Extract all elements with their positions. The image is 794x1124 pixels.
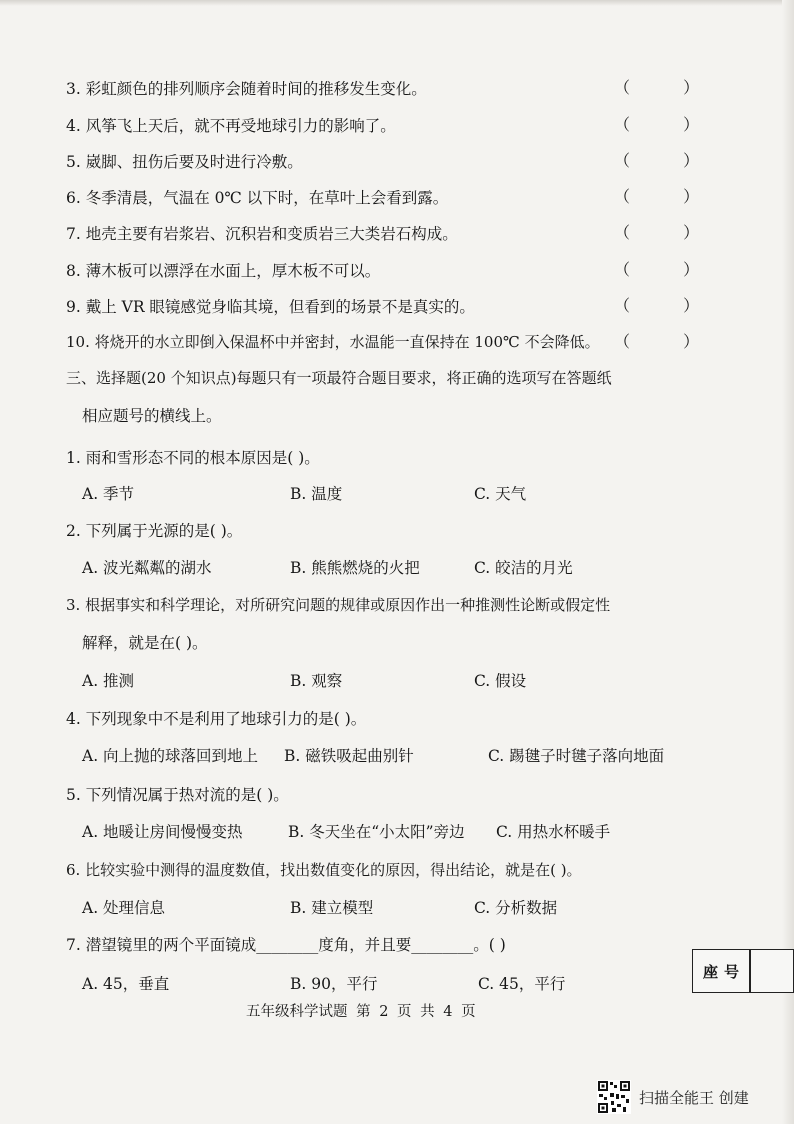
answer-paren-9[interactable]: （ ） <box>614 296 724 315</box>
choice-4-option-c[interactable]: C. 踢毽子时毽子落向地面 <box>488 747 665 765</box>
scanner-watermark <box>597 1080 749 1114</box>
choice-1-option-b[interactable]: B. 温度 <box>290 485 343 503</box>
choice-7-option-b[interactable]: B. 90，平行 <box>290 975 378 993</box>
choice-question-3: 3. 根据事实和科学理论，对所研究问题的规律或原因作出一种推测性论断或假定性 <box>66 596 611 614</box>
seat-number-box <box>692 949 794 993</box>
choice-6-option-c[interactable]: C. 分析数据 <box>474 899 558 917</box>
judge-item-10: 10. 将烧开的水立即倒入保温杯中并密封，水温能一直保持在 100℃ 不会降低。 <box>66 333 600 351</box>
choice-1-option-a[interactable]: A. 季节 <box>82 485 135 503</box>
choice-7-option-a[interactable]: A. 45，垂直 <box>82 975 170 993</box>
watermark-text: 扫描全能王 创建 <box>639 1088 749 1107</box>
choice-2-option-b[interactable]: B. 熊熊燃烧的火把 <box>290 559 420 577</box>
answer-paren-5[interactable]: （ ） <box>614 151 724 170</box>
choice-3-option-c[interactable]: C. 假设 <box>474 672 527 690</box>
judge-item-5: 5. 崴脚、扭伤后要及时进行冷敷。 <box>66 153 303 171</box>
judge-item-6: 6. 冬季清晨，气温在 0℃ 以下时，在草叶上会看到露。 <box>66 189 449 207</box>
judge-item-3: 3. 彩虹颜色的排列顺序会随着时间的推移发生变化。 <box>66 80 427 98</box>
judge-item-9: 9. 戴上 VR 眼镜感觉身临其境，但看到的场景不是真实的。 <box>66 298 475 316</box>
choice-5-option-a[interactable]: A. 地暖让房间慢慢变热 <box>82 823 243 841</box>
choice-question-2: 2. 下列属于光源的是( )。 <box>66 522 243 540</box>
choice-5-option-c[interactable]: C. 用热水杯暖手 <box>496 823 611 841</box>
answer-paren-7[interactable]: （ ） <box>614 223 724 242</box>
answer-paren-6[interactable]: （ ） <box>614 187 724 206</box>
choice-3-option-a[interactable]: A. 推测 <box>82 672 135 690</box>
choice-6-option-a[interactable]: A. 处理信息 <box>82 899 166 917</box>
judge-item-4: 4. 风筝飞上天后，就不再受地球引力的影响了。 <box>66 117 396 135</box>
judge-item-8: 8. 薄木板可以漂浮在水面上，厚木板不可以。 <box>66 262 381 280</box>
choice-2-option-c[interactable]: C. 皎洁的月光 <box>474 559 573 577</box>
choice-4-option-b[interactable]: B. 磁铁吸起曲别针 <box>284 747 414 765</box>
seat-number-label: 座号 <box>703 963 746 981</box>
judge-item-7: 7. 地壳主要有岩浆岩、沉积岩和变质岩三大类岩石构成。 <box>66 225 458 243</box>
seat-box-divider <box>749 950 751 992</box>
choice-2-option-a[interactable]: A. 波光粼粼的湖水 <box>82 559 212 577</box>
choice-3-option-b[interactable]: B. 观察 <box>290 672 343 690</box>
answer-paren-10[interactable]: （ ） <box>614 332 724 351</box>
choice-1-option-c[interactable]: C. 天气 <box>474 485 527 503</box>
choice-4-option-a[interactable]: A. 向上抛的球落回到地上 <box>82 747 259 765</box>
choice-question-3-cont: 解释，就是在( )。 <box>82 634 208 652</box>
choice-question-1: 1. 雨和雪形态不同的根本原因是( )。 <box>66 449 320 467</box>
answer-paren-8[interactable]: （ ） <box>614 260 724 279</box>
choice-5-option-b[interactable]: B. 冬天坐在“小太阳”旁边 <box>288 823 465 841</box>
choice-6-option-b[interactable]: B. 建立模型 <box>290 899 374 917</box>
qr-code-icon <box>597 1080 631 1114</box>
section-heading: 三、选择题(20 个知识点)每题只有一项最符合题目要求，将正确的选项写在答题纸 <box>66 369 612 387</box>
choice-question-5: 5. 下列情况属于热对流的是( )。 <box>66 786 289 804</box>
page-footer: 五年级科学试题 第 2 页 共 4 页 <box>246 1004 476 1020</box>
scan-top-edge <box>0 0 794 6</box>
answer-paren-4[interactable]: （ ） <box>614 115 724 134</box>
section-heading-cont: 相应题号的横线上。 <box>82 407 222 425</box>
choice-question-6: 6. 比较实验中测得的温度数值，找出数值变化的原因，得出结论，就是在( )。 <box>66 861 582 879</box>
answer-paren-3[interactable]: （ ） <box>614 78 724 97</box>
choice-7-option-c[interactable]: C. 45，平行 <box>478 975 566 993</box>
choice-question-7: 7. 潜望镜里的两个平面镜成________度角，并且要________。( ) <box>66 936 506 954</box>
choice-question-4: 4. 下列现象中不是利用了地球引力的是( )。 <box>66 710 367 728</box>
